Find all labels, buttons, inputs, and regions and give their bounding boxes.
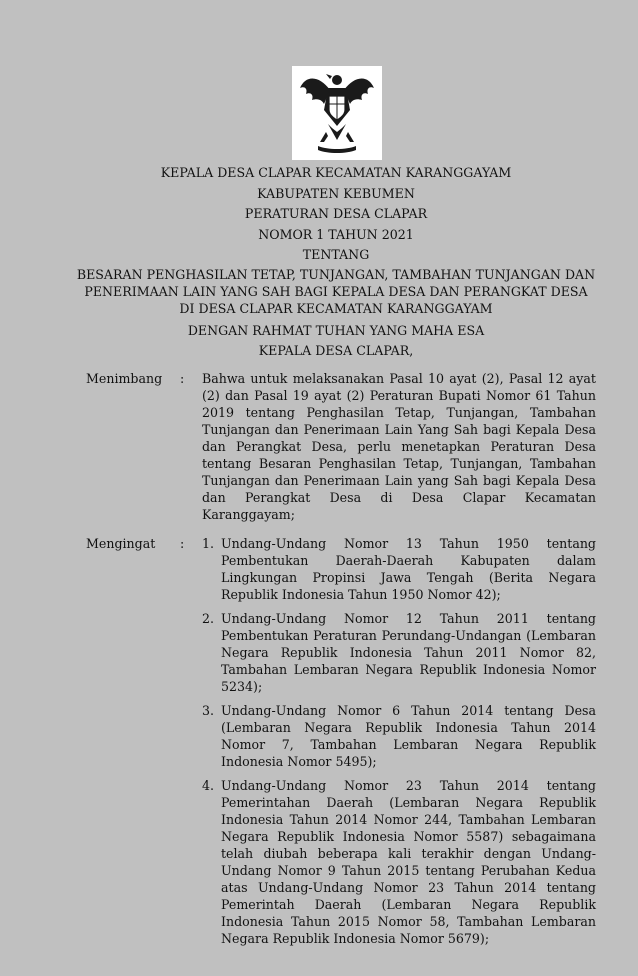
header-line: PERATURAN DESA CLAPAR <box>244 206 428 221</box>
list-item <box>202 610 596 695</box>
item-number: 1. <box>202 536 215 551</box>
section-colon: : <box>180 536 185 551</box>
regulation-title <box>60 266 612 317</box>
title-line: DI DESA CLAPAR KECAMATAN KARANGGAYAM <box>179 300 493 316</box>
mengingat-section <box>86 535 596 954</box>
section-label: Menimbang <box>86 371 163 386</box>
closing-line: KEPALA DESA CLAPAR, <box>258 343 414 358</box>
list-item <box>202 535 596 603</box>
item-number: 4. <box>202 778 215 793</box>
menimbang-text: Bahwa untuk melaksanakan Pasal 10 ayat (2), Pasal 12 ayat (2) dan Pasal 19 ayat (2) Peraturan Bupati Nomor 61 Tahun 2019 tentang Penghasilan Tetap, Tunjangan, Tambahan Tunjangan dan Penerimaan Lain Yang Sah bagi Kepala Desa dan Perangkat Desa, perlu menetapkan Peraturan Desa tentang Besaran Penghasilan Tetap, Tunjangan, Tambahan Tunjangan dan Penerimaan Lain yang Sah bagi Kepala Desa dan Perangkat Desa di Desa Clapar Kecamatan Karanggayam; <box>202 371 596 522</box>
mengingat-list <box>202 535 596 954</box>
header-line: KABUPATEN KEBUMEN <box>257 185 415 201</box>
garuda-emblem-icon <box>292 66 382 160</box>
document-header <box>60 163 612 362</box>
item-number: 2. <box>202 611 215 626</box>
document-body <box>86 370 596 954</box>
section-label: Mengingat <box>86 536 156 551</box>
item-text: Undang-Undang Nomor 6 Tahun 2014 tentang Desa (Lembaran Negara Republik Indonesia Tahun 2014 Nomor 7, Tambahan Lembaran Negara Republik Indonesia Nomor 5495); <box>221 703 596 769</box>
menimbang-section <box>86 370 596 523</box>
item-text: Undang-Undang Nomor 13 Tahun 1950 tentang Pembentukan Daerah-Daerah Kabupaten dalam Lingkungan Propinsi Jawa Tengah (Berita Negara Republik Indonesia Tahun 1950 Nomor 42); <box>221 536 596 602</box>
header-line: TENTANG <box>302 247 370 262</box>
header-line: KEPALA DESA CLAPAR KECAMATAN KARANGGAYAM <box>160 165 512 180</box>
header-line: NOMOR 1 TAHUN 2021 <box>258 226 414 242</box>
section-colon: : <box>180 371 185 386</box>
closing-line: DENGAN RAHMAT TUHAN YANG MAHA ESA <box>187 322 485 338</box>
list-item <box>202 777 596 947</box>
item-number: 3. <box>202 703 215 718</box>
item-text: Undang-Undang Nomor 12 Tahun 2011 tentang Pembentukan Peraturan Perundang-Undangan (Lembaran Negara Republik Indonesia Tahun 2011 Nomor 82, Tambahan Lembaran Negara Republik Indonesia Nomor 5234); <box>221 611 596 694</box>
list-item <box>202 702 596 770</box>
title-line: PENERIMAAN LAIN YANG SAH BAGI KEPALA DESA DAN PERANGKAT DESA <box>84 283 588 299</box>
title-line: BESARAN PENGHASILAN TETAP, TUNJANGAN, TAMBAHAN TUNJANGAN DAN <box>76 266 596 282</box>
item-text: Undang-Undang Nomor 23 Tahun 2014 tentang Pemerintahan Daerah (Lembaran Negara Republik Indonesia Tahun 2014 Nomor 244, Tambahan Lembaran Negara Republik Indonesia Nomor 5587) sebagaimana telah diubah beberapa kali terakhir dengan Undang-Undang Nomor 9 Tahun 2015 tentang Perubahan Kedua atas Undang-Undang Nomor 23 Tahun 2014 tentang Pemerintah Daerah (Lembaran Negara Republik Indonesia Tahun 2015 Nomor 58, Tambahan Lembaran Negara Republik Indonesia Nomor 5679); <box>221 778 596 946</box>
